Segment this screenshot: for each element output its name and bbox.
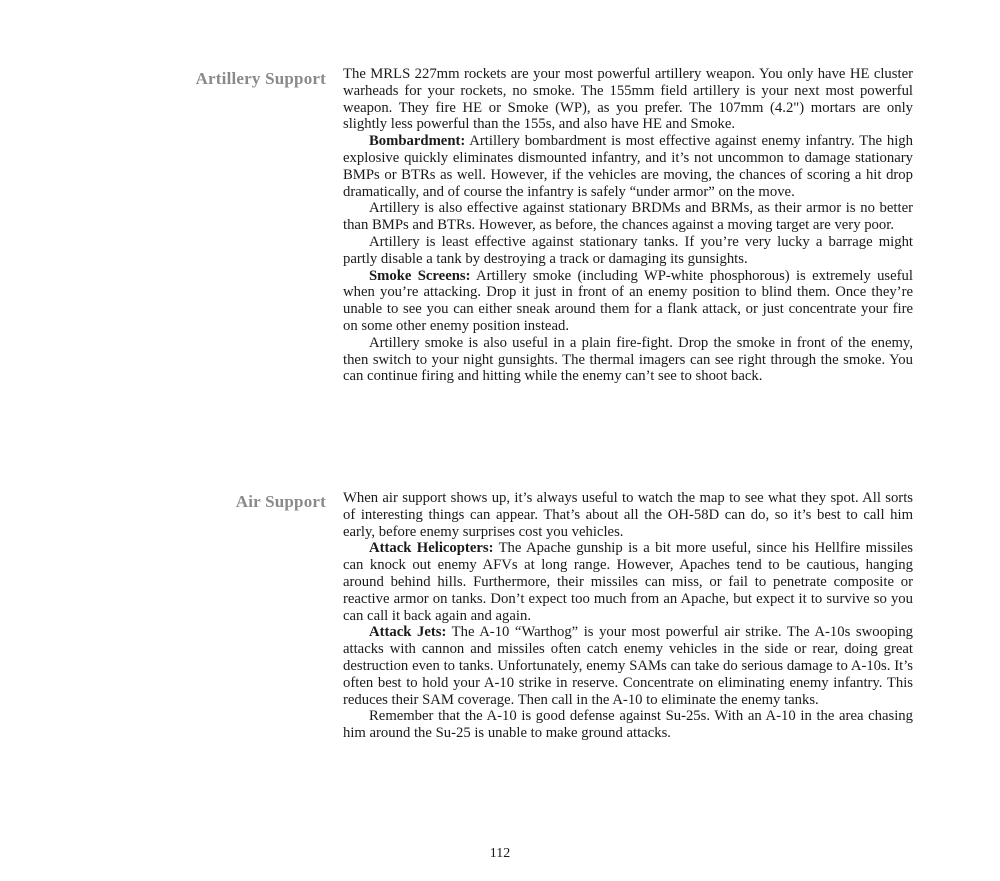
paragraph-text: Artillery is also effective against stationary BRDMs and BRMs, as their armor is no better than BMPs and BTRs. However, as before, the chances against a moving target are very poor. xyxy=(343,200,913,234)
paragraph-text: Artillery smoke is also useful in a plain fire-fight. Drop the smoke in front of the enemy, then switch to your night gunsights. The thermal imagers can see right through the smoke. You can continue firing and hitting while the enemy can’t see to shoot back. xyxy=(343,334,913,385)
paragraph xyxy=(343,540,913,624)
section-body xyxy=(343,66,913,385)
paragraph-text: Remember that the A-10 is good defense against Su-25s. With an A-10 in the area chasing him around the Su-25 is unable to make ground attacks. xyxy=(343,708,913,742)
paragraph xyxy=(343,268,913,335)
paragraph xyxy=(343,200,913,234)
paragraph xyxy=(343,234,913,268)
paragraph-text: Artillery bombardment is most effective against enemy infantry. The high explosive quickly eliminates dismounted infantry, and it’s not uncommon to damage stationary BMPs or BTRs as well. However, if the vehicles are moving, the chances of scoring a hit drop dramatically, and of course the infantry is safely “under armor” on the move. xyxy=(343,133,913,200)
paragraph-lead: Smoke Screens: xyxy=(369,267,471,284)
paragraph-lead: Bombardment: xyxy=(369,133,466,150)
page-number: 112 xyxy=(489,846,511,861)
paragraph-text: Artillery is least effective against stationary tanks. If you’re very lucky a barrage might partly disable a tank by destroying a track or damaging its gunsights. xyxy=(343,233,913,267)
paragraph xyxy=(343,708,913,742)
paragraph-text: The A-10 “Warthog” is your most powerful air strike. The A-10s swooping attacks with cannon and missiles often catch enemy vehicles in the side or rear, doing great destruction even to tanks. Unfortunately, enemy SAMs can take do serious damage to A-10s. It’s often best to hold your A-10 strike in reserve. Concentrate on eliminating enemy infantry. This reduces their SAM coverage. Then call in the A-10 to eliminate the enemy tanks. xyxy=(343,624,914,708)
section-heading: Air Support xyxy=(235,492,326,511)
paragraph xyxy=(343,66,913,133)
paragraph xyxy=(343,624,913,708)
paragraph xyxy=(343,335,913,385)
paragraph-text: Artillery smoke (including WP-white phosphorous) is extremely useful when you’re attacking. Drop it just in front of an enemy position to blind them. Once they’re unable to see you can either sneak around them for a flank attack, or just concentrate your fire on some other enemy position instead. xyxy=(343,267,913,334)
paragraph-text: The MRLS 227mm rockets are your most powerful artillery weapon. You only have HE cluster warheads for your rockets, no smoke. The 155mm field artillery is your next most powerful weapon. They fire HE or Smoke (WP), as you prefer. The 107mm (4.2") mortars are only slightly less powerful than the 155s, and also have HE and Smoke. xyxy=(343,66,913,133)
paragraph-lead: Attack Jets: xyxy=(369,624,447,641)
paragraph xyxy=(343,490,913,540)
section-heading: Artillery Support xyxy=(195,69,326,88)
paragraph-lead: Attack Helicopters: xyxy=(369,540,494,557)
paragraph-text: The Apache gunship is a bit more useful, since his Hellfire missiles can knock out enemy AFVs at long range. However, Apaches tend to be cautious, hanging around behind hills. Furthermore, their missiles can miss, or fail to penetrate composite or reactive armor on tanks. Don’t expect too much from an Apache, but expect it to survive so you can call it back again and again. xyxy=(343,540,913,624)
paragraph xyxy=(343,133,913,200)
section-body xyxy=(343,490,913,742)
paragraph-text: When air support shows up, it’s always useful to watch the map to see what they spot. All sorts of interesting things can appear. That’s about all the OH-58D can do, so it’s best to call him early, before enemy surprises cost you vehicles. xyxy=(343,490,913,540)
